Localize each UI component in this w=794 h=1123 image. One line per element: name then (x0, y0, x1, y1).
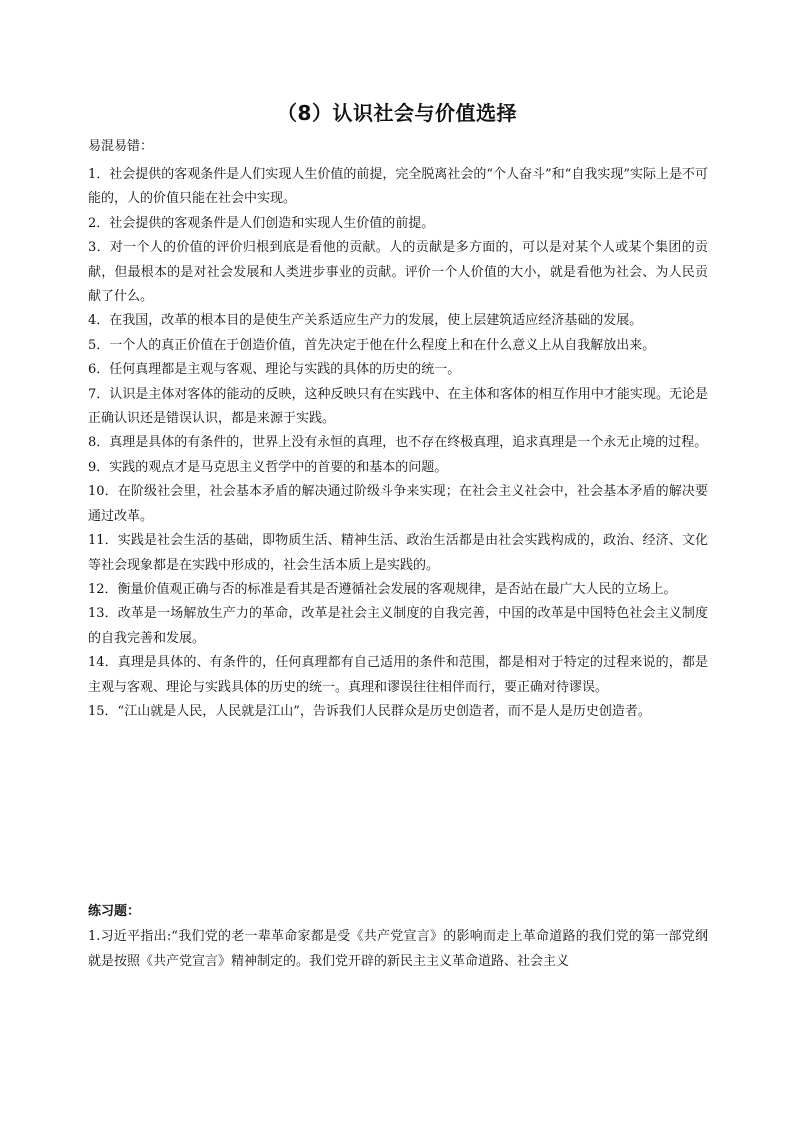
list-item: 3．对一个人的价值的评价归根到底是看他的贡献。人的贡献是多方面的，可以是对某个人或某个集团的贡献，但最根本的是对社会发展和人类进步事业的贡献。评价一个人价值的大小，就是看他为社会、为人民贡献了什么。 (88, 240, 708, 305)
list-item: 12．衡量价值观正确与否的标准是看其是否遵循社会发展的客观规律，是否站在最广大人民的立场上。 (88, 581, 677, 597)
practice-label: 练习题： (88, 904, 141, 919)
list-item: 5．一个人的真正价值在于创造价值，首先决定于他在什么程度上和在什么意义上从自我解放出来。 (88, 337, 656, 353)
list-item: 7．认识是主体对客体的能动的反映，这种反映只有在实践中、在主体和客体的相互作用中才能实现。无论是正确认识还是错误认识，都是来源于实践。 (88, 386, 708, 427)
list-item: 13．改革是一场解放生产力的革命，改革是社会主义制度的自我完善，中国的改革是中国特色社会主义制度的自我完善和发展。 (88, 606, 708, 646)
list-item: 4．在我国，改革的根本目的是使生产关系适应生产力的发展，使上层建筑适应经济基础的发展。 (88, 313, 643, 329)
list-item: 10．在阶级社会里，社会基本矛盾的解决通过阶级斗争来实现；在社会主义社会中，社会基本矛盾的解决要通过改革。 (88, 484, 708, 524)
list-item: 1．社会提供的客观条件是人们实现人生价值的前提，完全脱离社会的“个人奋斗”和“自我实现”实际上是不可能的，人的价值只能在社会中实现。 (88, 167, 708, 207)
exercise-item: 1.习近平指出:“我们党的老一辈革命家都是受《共产党宣言》的影响而走上革命道路的我们党的第一部党纲就是按照《共产党宣言》精神制定的。我们党开辟的新民主主义革命道路、社会主义 (88, 929, 708, 969)
list-item: 8．真理是具体的有条件的，世界上没有永恒的真理，也不存在终极真理，追求真理是一个永无止境的过程。 (88, 435, 708, 451)
list-item: 2．社会提供的客观条件是人们创造和实现人生价值的前提。 (88, 215, 435, 231)
document-title: （8）认识社会与价值选择 (277, 101, 517, 125)
practice-section (88, 900, 708, 974)
list-item: 11．实践是社会生活的基础，即物质生活、精神生活、政治生活都是由社会实践构成的，政治、经济、文化等社会现象都是在实践中形成的，社会生活本质上是实践的。 (88, 533, 708, 573)
confusing-points-list (88, 163, 708, 724)
list-item: 15．“江山就是人民，人民就是江山”，告诉我们人民群众是历史创造者，而不是人是历史创造者。 (88, 703, 651, 719)
list-item: 14．真理是具体的、有条件的，任何真理都有自己适用的条件和范围，都是相对于特定的过程来说的，都是主观与客观、理论与实践具体的历史的统一。真理和谬误往往相伴而行，要正确对待谬误。 (88, 655, 708, 695)
list-item: 6．任何真理都是主观与客观、理论与实践的具体的历史的统一。 (88, 362, 461, 378)
section-header (88, 135, 728, 159)
section-label-confusing-points: 易混易错： (88, 139, 154, 154)
list-item: 9．实践的观点才是马克思主义哲学中的首要的和基本的问题。 (88, 459, 448, 475)
